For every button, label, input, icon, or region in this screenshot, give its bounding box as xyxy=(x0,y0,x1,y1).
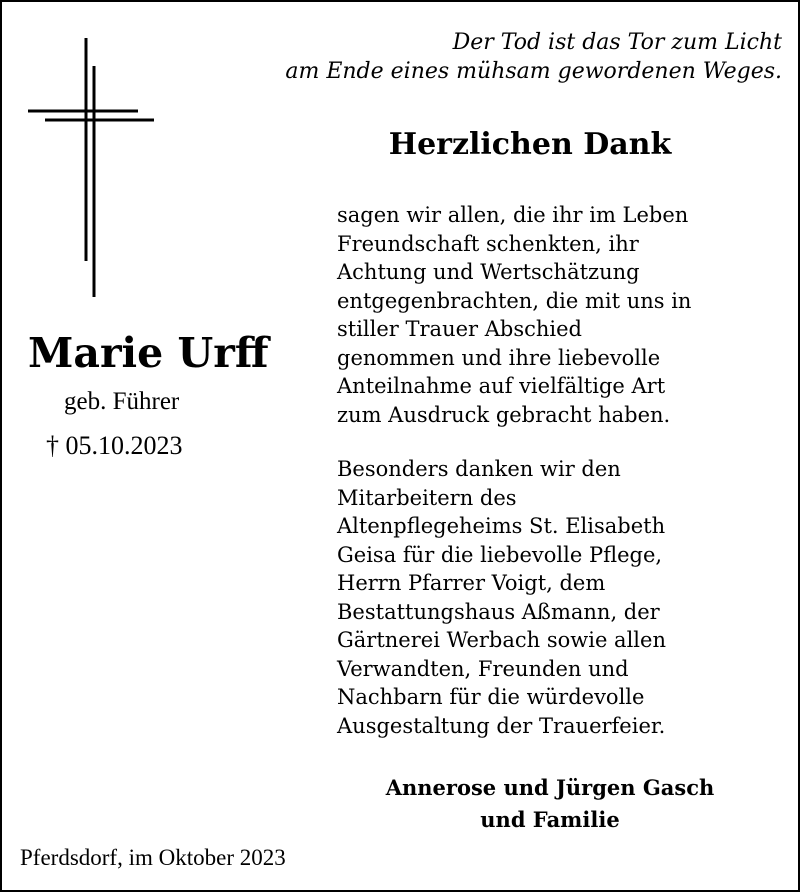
paragraph-line: Bestattungshaus Aßmann, der xyxy=(337,599,660,624)
paragraph-line: Altenpflegeheims St. Elisabeth xyxy=(337,514,666,538)
paragraph-line: Mitarbeitern des xyxy=(337,485,517,510)
paragraph-line: genommen und ihre liebevolle xyxy=(337,345,661,370)
quote-line-1: Der Tod ist das Tor zum Licht xyxy=(452,30,782,55)
paragraph-line: Geisa für die liebevolle Pflege, xyxy=(337,542,663,567)
death-date: † 05.10.2023 xyxy=(46,431,183,460)
paragraph-line: Herrn Pfarrer Voigt, dem xyxy=(337,571,606,595)
paragraph-line: Anteilnahme auf vielfältige Art xyxy=(337,374,666,398)
paragraph-line: entgegenbrachten, die mit uns in xyxy=(337,288,692,313)
maiden-name: geb. Führer xyxy=(64,388,180,415)
signature-line-1: Annerose und Jürgen Gasch xyxy=(385,775,715,800)
paragraph-line: Gärtnerei Werbach sowie allen xyxy=(337,628,666,652)
paragraph-line: Freundschaft schenkten, ihr xyxy=(337,231,639,256)
paragraph-line: stiller Trauer Abschied xyxy=(337,317,582,341)
quote-line-2: am Ende eines mühsam gewordenen Weges. xyxy=(285,59,782,84)
paragraph-line: sagen wir allen, die ihr im Leben xyxy=(337,203,689,227)
thanks-paragraph-2 xyxy=(337,455,787,740)
signature-block xyxy=(338,772,762,836)
deceased-name: Marie Urff xyxy=(28,329,269,377)
cross-icon xyxy=(0,0,170,310)
paragraph-line: Nachbarn für die würdevolle xyxy=(337,685,645,709)
paragraph-line: Besonders danken wir den xyxy=(337,457,621,481)
signature-line-2: und Familie xyxy=(480,807,620,832)
thanks-paragraph-1 xyxy=(337,201,787,429)
epigraph-quote xyxy=(162,28,782,86)
paragraph-line: Ausgestaltung der Trauerfeier. xyxy=(337,713,666,738)
place-date: Pferdsdorf, im Oktober 2023 xyxy=(20,845,286,870)
paragraph-line: Verwandten, Freunden und xyxy=(337,656,629,681)
paragraph-line: Achtung und Wertschätzung xyxy=(337,260,640,284)
thanks-heading: Herzlichen Dank xyxy=(388,127,672,162)
paragraph-line: zum Ausdruck gebracht haben. xyxy=(337,402,671,427)
